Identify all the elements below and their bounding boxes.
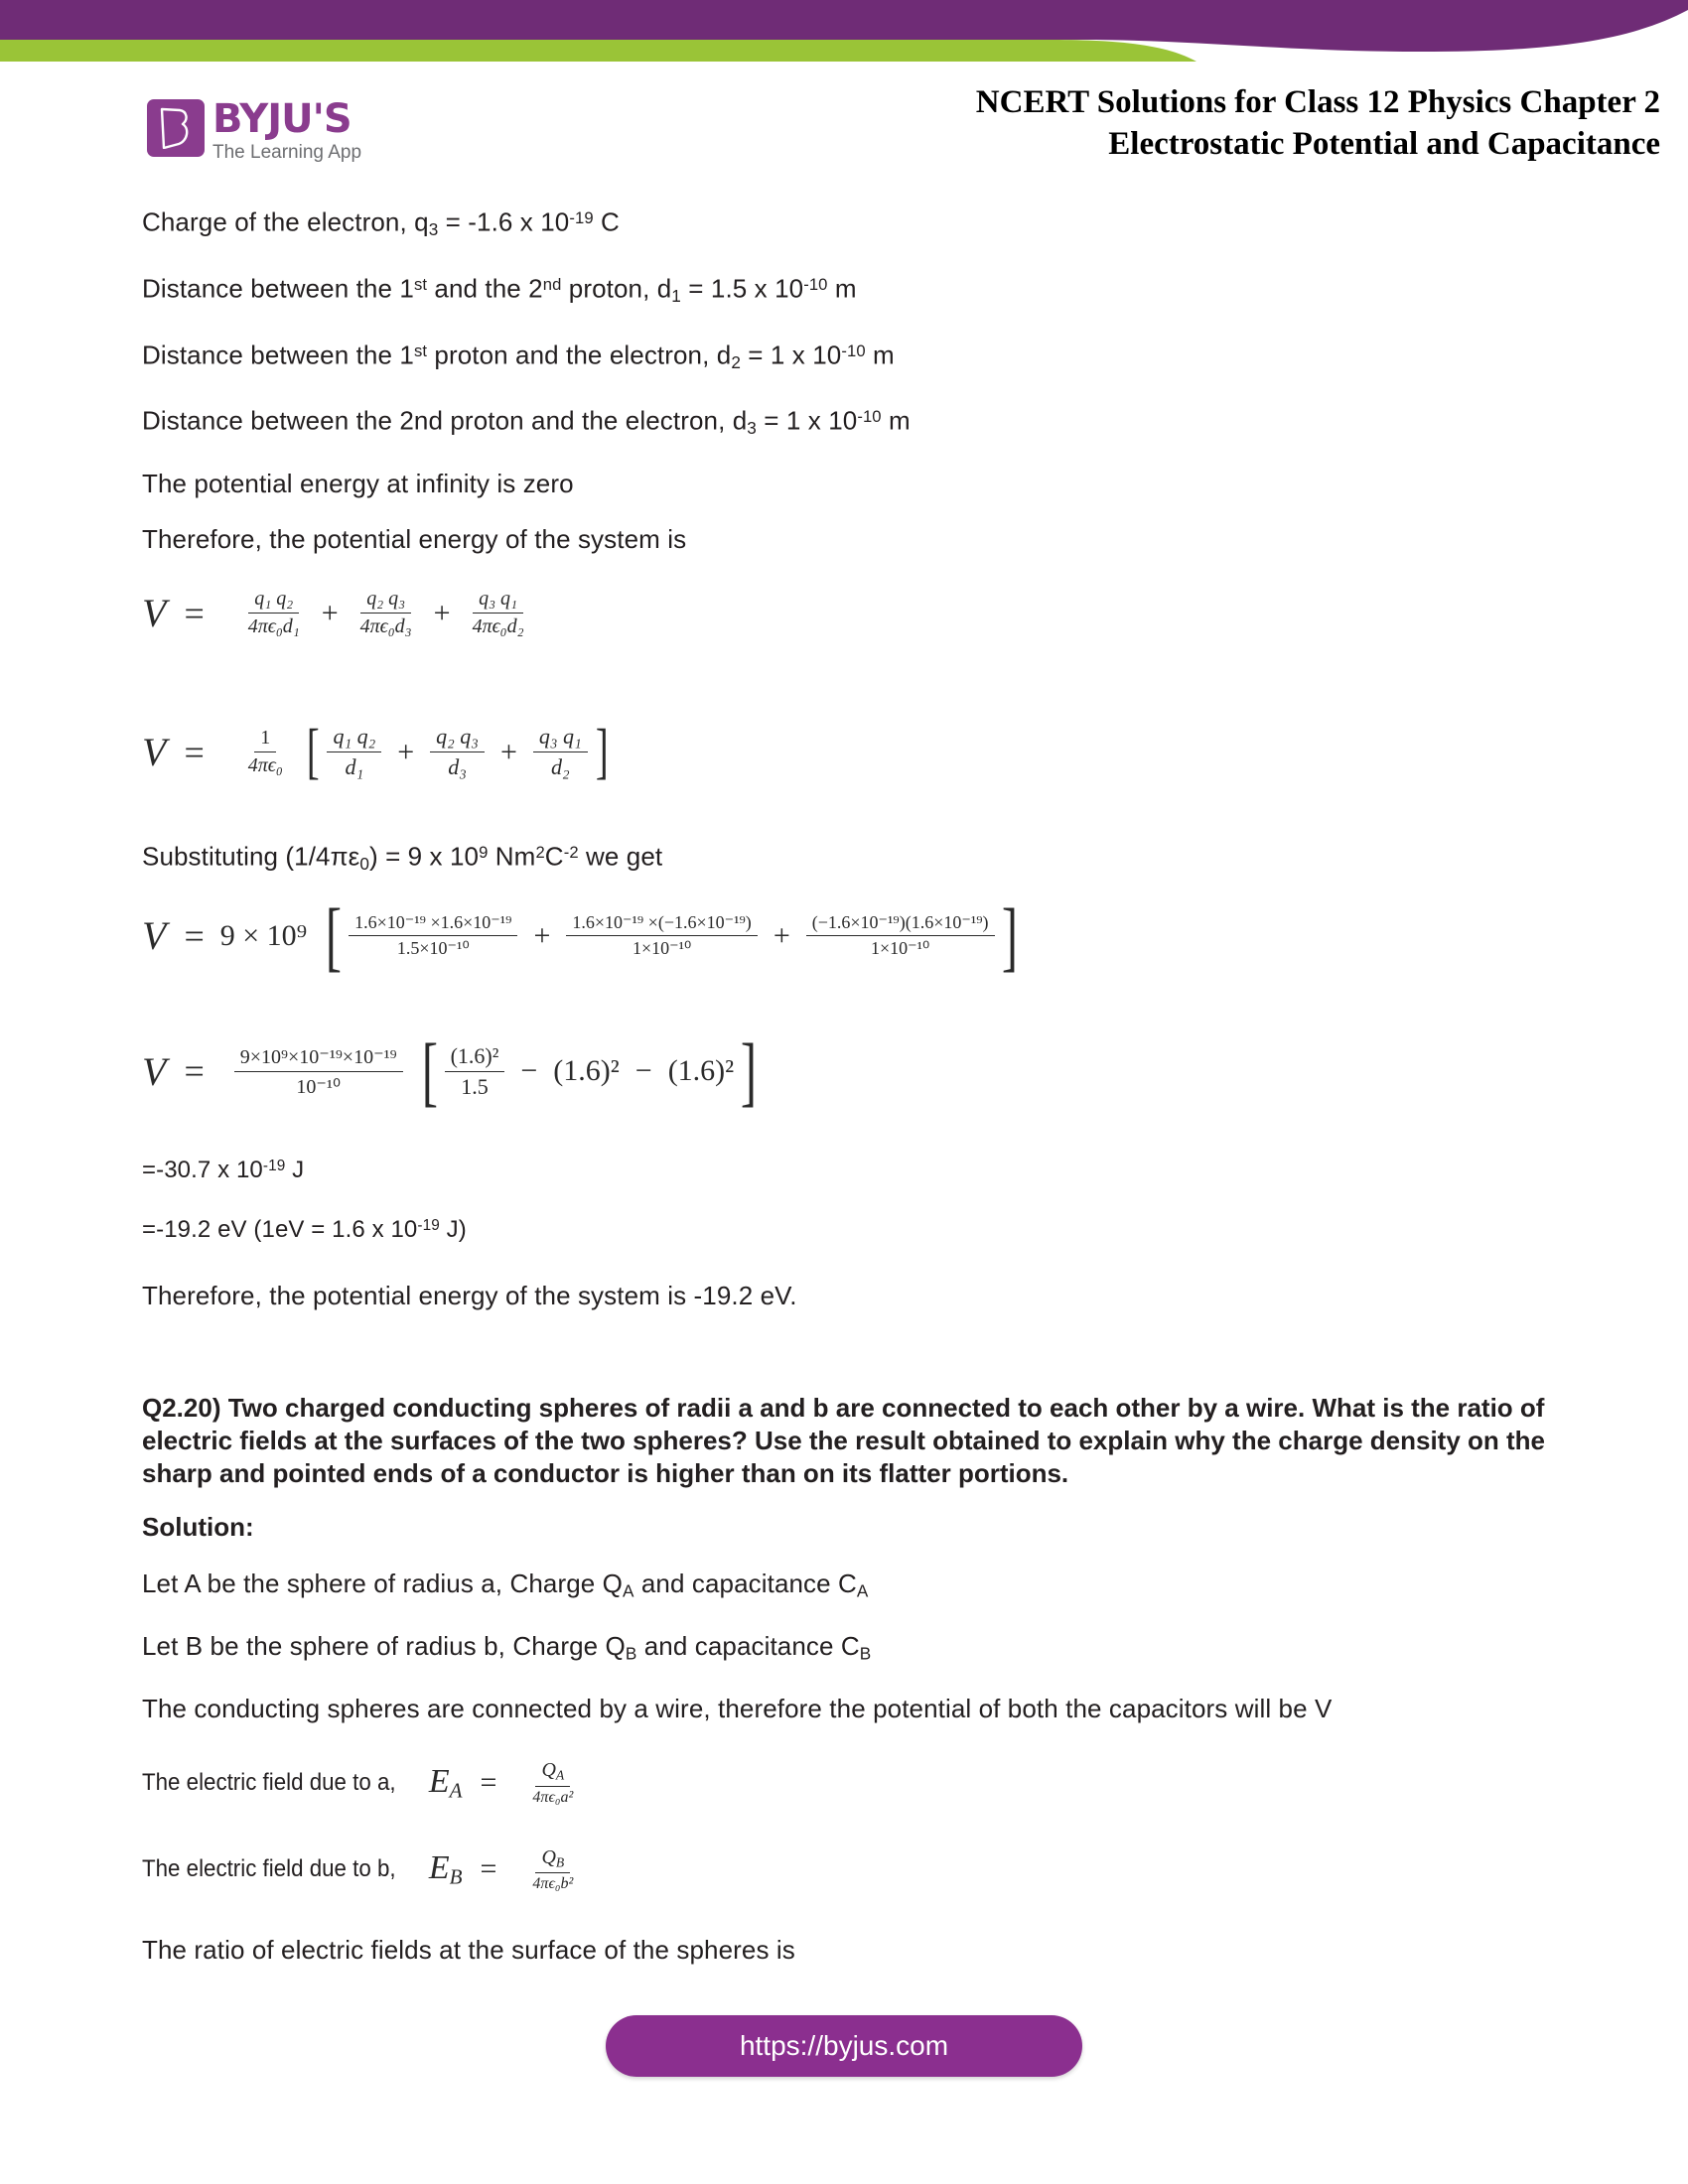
eq2-term-3: $\frac{\text{q₃ q₁}}{\text{d₂}}$ xyxy=(533,724,588,780)
eq2-open-bracket: [ xyxy=(306,718,320,786)
byjus-logo-mark xyxy=(147,99,205,157)
efield-b-label: The electric field due to b, xyxy=(142,1855,396,1883)
eq3-term-1: $\frac{\text{1.6×10⁻¹⁹ ×1.6×10⁻¹⁹}}{\text{1.5×10⁻¹⁰}}$ xyxy=(349,912,517,959)
byjus-logo xyxy=(147,96,445,167)
header-line-2: Electrostatic Potential and Capacitance xyxy=(1108,126,1660,162)
paragraph-sphere-b: Let B be the sphere of radius b, Charge $Q_B$ and capacitance $C_B$ xyxy=(142,1631,872,1664)
eq3-op-2: + xyxy=(773,918,790,952)
eq2-term-2: $\frac{\text{q₂ q₃}}{\text{d₃}}$ xyxy=(430,724,485,780)
paragraph-wire-potential: The conducting spheres are connected by a wire, therefore the potential of both the capacitors will be V xyxy=(142,1694,1333,1724)
document-content xyxy=(142,204,1552,1990)
eq1-term-2: $\frac{\text{q₂ q₃}}{\text{4πϵ₀d₃}}$ xyxy=(359,588,412,638)
logo-b-glyph-icon xyxy=(158,107,190,149)
question-q2-20: Q2.20) Two charged conducting spheres of radii a and b are connected to each other by a wire. What is the ratio of electric fields at the surfaces of the two spheres? Use the result obtained to explain why the charge density on the sharp and pointed ends of a conductor is higher than on its flatter portions. xyxy=(142,1392,1546,1488)
byjus-url-button[interactable]: https://byjus.com xyxy=(606,2015,1082,2077)
eq3-open-bracket: [ xyxy=(326,891,343,979)
eq1-lhs: V xyxy=(142,591,167,636)
eq3-term-3: $\frac{\text{(−1.6×10⁻¹⁹)(1.6×10⁻¹⁹)}}{\text{1×10⁻¹⁰}}$ xyxy=(806,912,995,959)
eq2-close-bracket: ] xyxy=(595,718,609,786)
eq4-term-2: (1.6)² xyxy=(553,1054,620,1088)
eq2-equals: = xyxy=(184,732,205,772)
equation-4 xyxy=(142,1027,1552,1115)
document-header xyxy=(667,81,1660,165)
paragraph-conclusion: Therefore, the potential energy of the system is -19.2 eV. xyxy=(142,1280,797,1310)
eq1-op-2: + xyxy=(433,596,451,629)
equation-efield-a xyxy=(142,1759,1552,1806)
result-electronvolts: =-19.2 eV (1eV = 1.6 x $10^{-19}$ J) xyxy=(142,1215,467,1243)
eqEA-lhs: $E_A$ xyxy=(428,1762,463,1803)
eq4-term-1: $\frac{\text{(1.6)²}}{1.5}$ xyxy=(445,1043,505,1100)
eq2-lhs: V xyxy=(142,730,167,775)
eq3-op-1: + xyxy=(533,918,551,952)
paragraph-substituting: Substituting $(1/4\pi\varepsilon_0) = 9$ x $10^9$ $Nm^2C^{-2}$ we get xyxy=(142,841,663,874)
equation-efield-b xyxy=(142,1846,1552,1893)
equation-3 xyxy=(142,891,1552,979)
eqEB-fraction: $\frac{Q_B}{\text{4πϵ₀b²}}$ xyxy=(532,1845,574,1893)
eq4-op-2: − xyxy=(634,1054,652,1088)
eqEA-equals: = xyxy=(480,1766,497,1800)
eq1-term-1: $\frac{\text{q₁ q₂}}{\text{4πϵ₀d₁}}$ xyxy=(247,588,300,638)
eq2-op-2: + xyxy=(499,735,517,768)
paragraph-therefore-pe: Therefore, the potential energy of the system is xyxy=(142,524,687,555)
eq4-prefactor: $\frac{\text{9×10⁹×10⁻¹⁹×10⁻¹⁹}}{\text{10⁻¹⁰}}$ xyxy=(234,1044,403,1099)
eqEA-fraction: $\frac{Q_A}{\text{4πϵ₀a²}}$ xyxy=(532,1759,574,1806)
banner-green-shape xyxy=(0,40,1196,62)
eq4-close-bracket: ] xyxy=(741,1027,758,1115)
eq3-coefficient: 9 × 10⁹ xyxy=(219,918,308,952)
eq1-term-3: $\frac{\text{q₃ q₁}}{\text{4πϵ₀d₂}}$ xyxy=(472,588,524,638)
paragraph-ratio-intro: The ratio of electric fields at the surface of the spheres is xyxy=(142,1935,795,1966)
paragraph-distance-d3: Distance between the 2nd proton and the electron, $d_3 = 1$ x $10^{-10}$ m xyxy=(142,405,911,439)
eq4-open-bracket: [ xyxy=(421,1027,438,1115)
paragraph-potential-infinity: The potential energy at infinity is zero xyxy=(142,469,574,499)
logo-title: BYJU'S xyxy=(212,96,352,142)
top-decorative-banner xyxy=(0,0,1688,62)
paragraph-distance-d1: Distance between the 1st and the 2nd proton, $d_1 = 1.5$ x $10^{-10}$ m xyxy=(142,273,857,306)
eq3-close-bracket: ] xyxy=(1001,891,1018,979)
eq2-op-1: + xyxy=(397,735,415,768)
equation-1 xyxy=(142,588,1552,638)
eq4-equals: = xyxy=(184,1051,205,1092)
eq4-term-3: (1.6)² xyxy=(667,1054,735,1088)
paragraph-distance-d2: Distance between the 1st proton and the electron, $d_2 = 1$ x $10^{-10}$ m xyxy=(142,340,895,372)
eq2-prefactor: $\frac{1}{\text{4πϵ₀}}$ xyxy=(247,727,283,777)
efield-a-label: The electric field due to a, xyxy=(142,1769,396,1797)
eqEB-equals: = xyxy=(480,1852,497,1886)
eq1-equals: = xyxy=(184,593,205,633)
equation-2 xyxy=(142,718,1552,786)
result-joules: =-30.7 x $10^{-19}$ J xyxy=(142,1156,305,1183)
eq3-equals: = xyxy=(184,915,205,956)
eq4-op-1: − xyxy=(520,1054,538,1088)
eq4-lhs: V xyxy=(142,1048,167,1094)
paragraph-sphere-a: Let A be the sphere of radius a, Charge $Q_A$ and capacitance $C_A$ xyxy=(142,1568,869,1601)
eq1-op-1: + xyxy=(321,596,339,629)
eq3-term-2: $\frac{\text{1.6×10⁻¹⁹ ×(−1.6×10⁻¹⁹)}}{\text{1×10⁻¹⁰}}$ xyxy=(566,912,757,959)
solution-label: Solution: xyxy=(142,1511,254,1542)
eq2-term-1: $\frac{\text{q₁ q₂}}{\text{d₁}}$ xyxy=(327,724,381,780)
eqEB-lhs: $E_B$ xyxy=(428,1849,463,1889)
paragraph-charge-electron: Charge of the electron, $q_3 = -1.6$ x $10^{-19}$ C xyxy=(142,206,620,239)
logo-subtitle: The Learning App xyxy=(212,142,362,163)
header-line-1: NCERT Solutions for Class 12 Physics Chapter 2 xyxy=(975,84,1660,120)
eq3-lhs: V xyxy=(142,913,167,959)
